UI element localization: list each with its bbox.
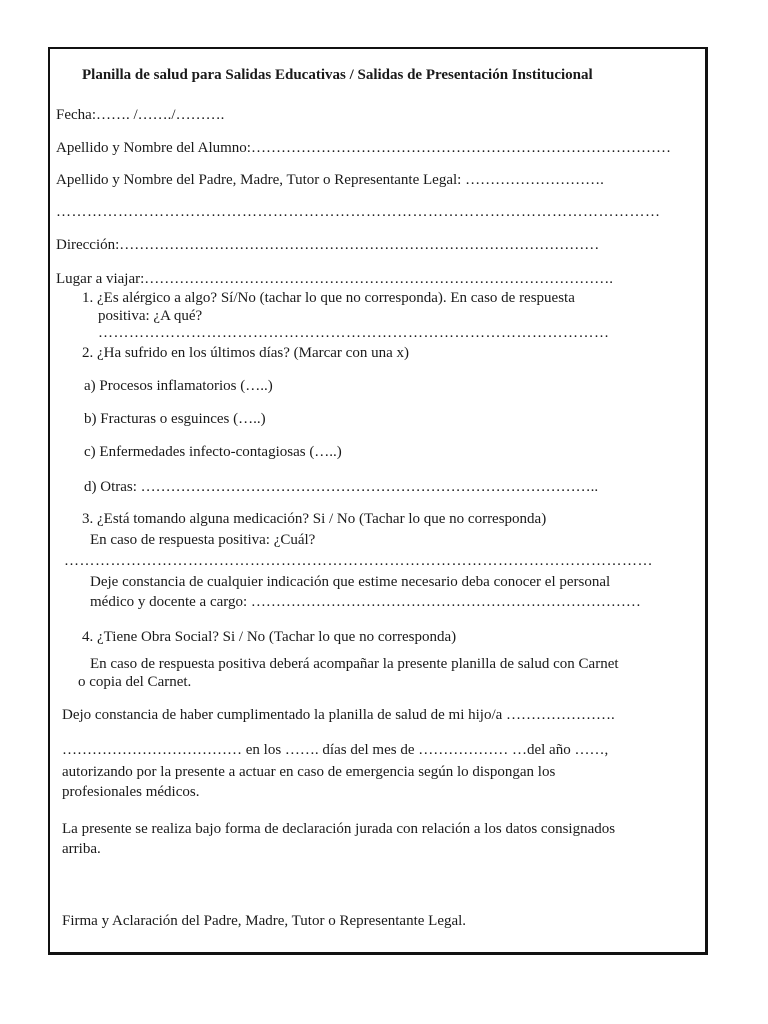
question-3-answer-line: ……………………………………………………………………………………………………: [64, 553, 653, 569]
question-4-cont-2: o copia del Carnet.: [78, 674, 192, 690]
question-1: 1. ¿Es alérgico a algo? Sí/No (tachar lo que no corresponda). En caso de respuesta: [82, 290, 575, 306]
padre-field: Apellido y Nombre del Padre, Madre, Tutor o Representante Legal: ……………………….: [56, 172, 604, 188]
direccion-field: Dirección:……………………………………………………………………………………: [56, 237, 600, 253]
question-1-cont: positiva: ¿A qué?: [98, 308, 203, 324]
fecha-field: Fecha:……. /……./……….: [56, 107, 225, 123]
signature-label: Firma y Aclaración del Padre, Madre, Tutor o Representante Legal.: [62, 913, 467, 929]
question-2-option-c: c) Enfermedades infecto-contagiosas (…..): [84, 444, 342, 460]
note-line-2: médico y docente a cargo: ……………………………………………………………………: [90, 594, 641, 610]
note-line-1: Deje constancia de cualquier indicación que estime necesario deba conocer el personal: [90, 574, 611, 590]
declaration-line-1: Dejo constancia de haber cumplimentado la planilla de salud de mi hijo/a ………………….: [62, 707, 615, 723]
question-3: 3. ¿Está tomando alguna medicación? Si / No (Tachar lo que no corresponda): [82, 511, 547, 527]
sworn-statement-line-1: La presente se realiza bajo forma de declaración jurada con relación a los datos consignados: [62, 821, 616, 837]
padre-continuation-line: ………………………………………………………………………………………………………: [56, 204, 661, 220]
declaration-line-4: profesionales médicos.: [62, 784, 200, 800]
question-2-option-b: b) Fracturas o esguinces (…..): [84, 411, 266, 427]
question-2-option-a: a) Procesos inflamatorios (…..): [84, 378, 273, 394]
alumno-field: Apellido y Nombre del Alumno:…………………………………………………………………………: [56, 140, 671, 156]
lugar-field: Lugar a viajar:………………………………………………………………………………….: [56, 271, 614, 287]
sworn-statement-line-2: arriba.: [62, 841, 101, 857]
declaration-line-2: ……………………………… en los ……. días del mes de ……………… …del año ……,: [62, 742, 609, 758]
form-title: Planilla de salud para Salidas Educativas / Salidas de Presentación Institucional: [82, 67, 593, 83]
question-3-cont: En caso de respuesta positiva: ¿Cuál?: [90, 532, 316, 548]
question-2-option-d: d) Otras: ………………………………………………………………………………..: [84, 479, 599, 495]
question-4-cont: En caso de respuesta positiva deberá acompañar la presente planilla de salud con Carnet: [90, 656, 619, 672]
declaration-line-3: autorizando por la presente a actuar en caso de emergencia según lo dispongan los: [62, 764, 556, 780]
question-2: 2. ¿Ha sufrido en los últimos días? (Marcar con una x): [82, 345, 409, 361]
question-4: 4. ¿Tiene Obra Social? Si / No (Tachar lo que no corresponda): [82, 629, 457, 645]
question-1-answer-line: ………………………………………………………………………………………: [98, 325, 610, 341]
